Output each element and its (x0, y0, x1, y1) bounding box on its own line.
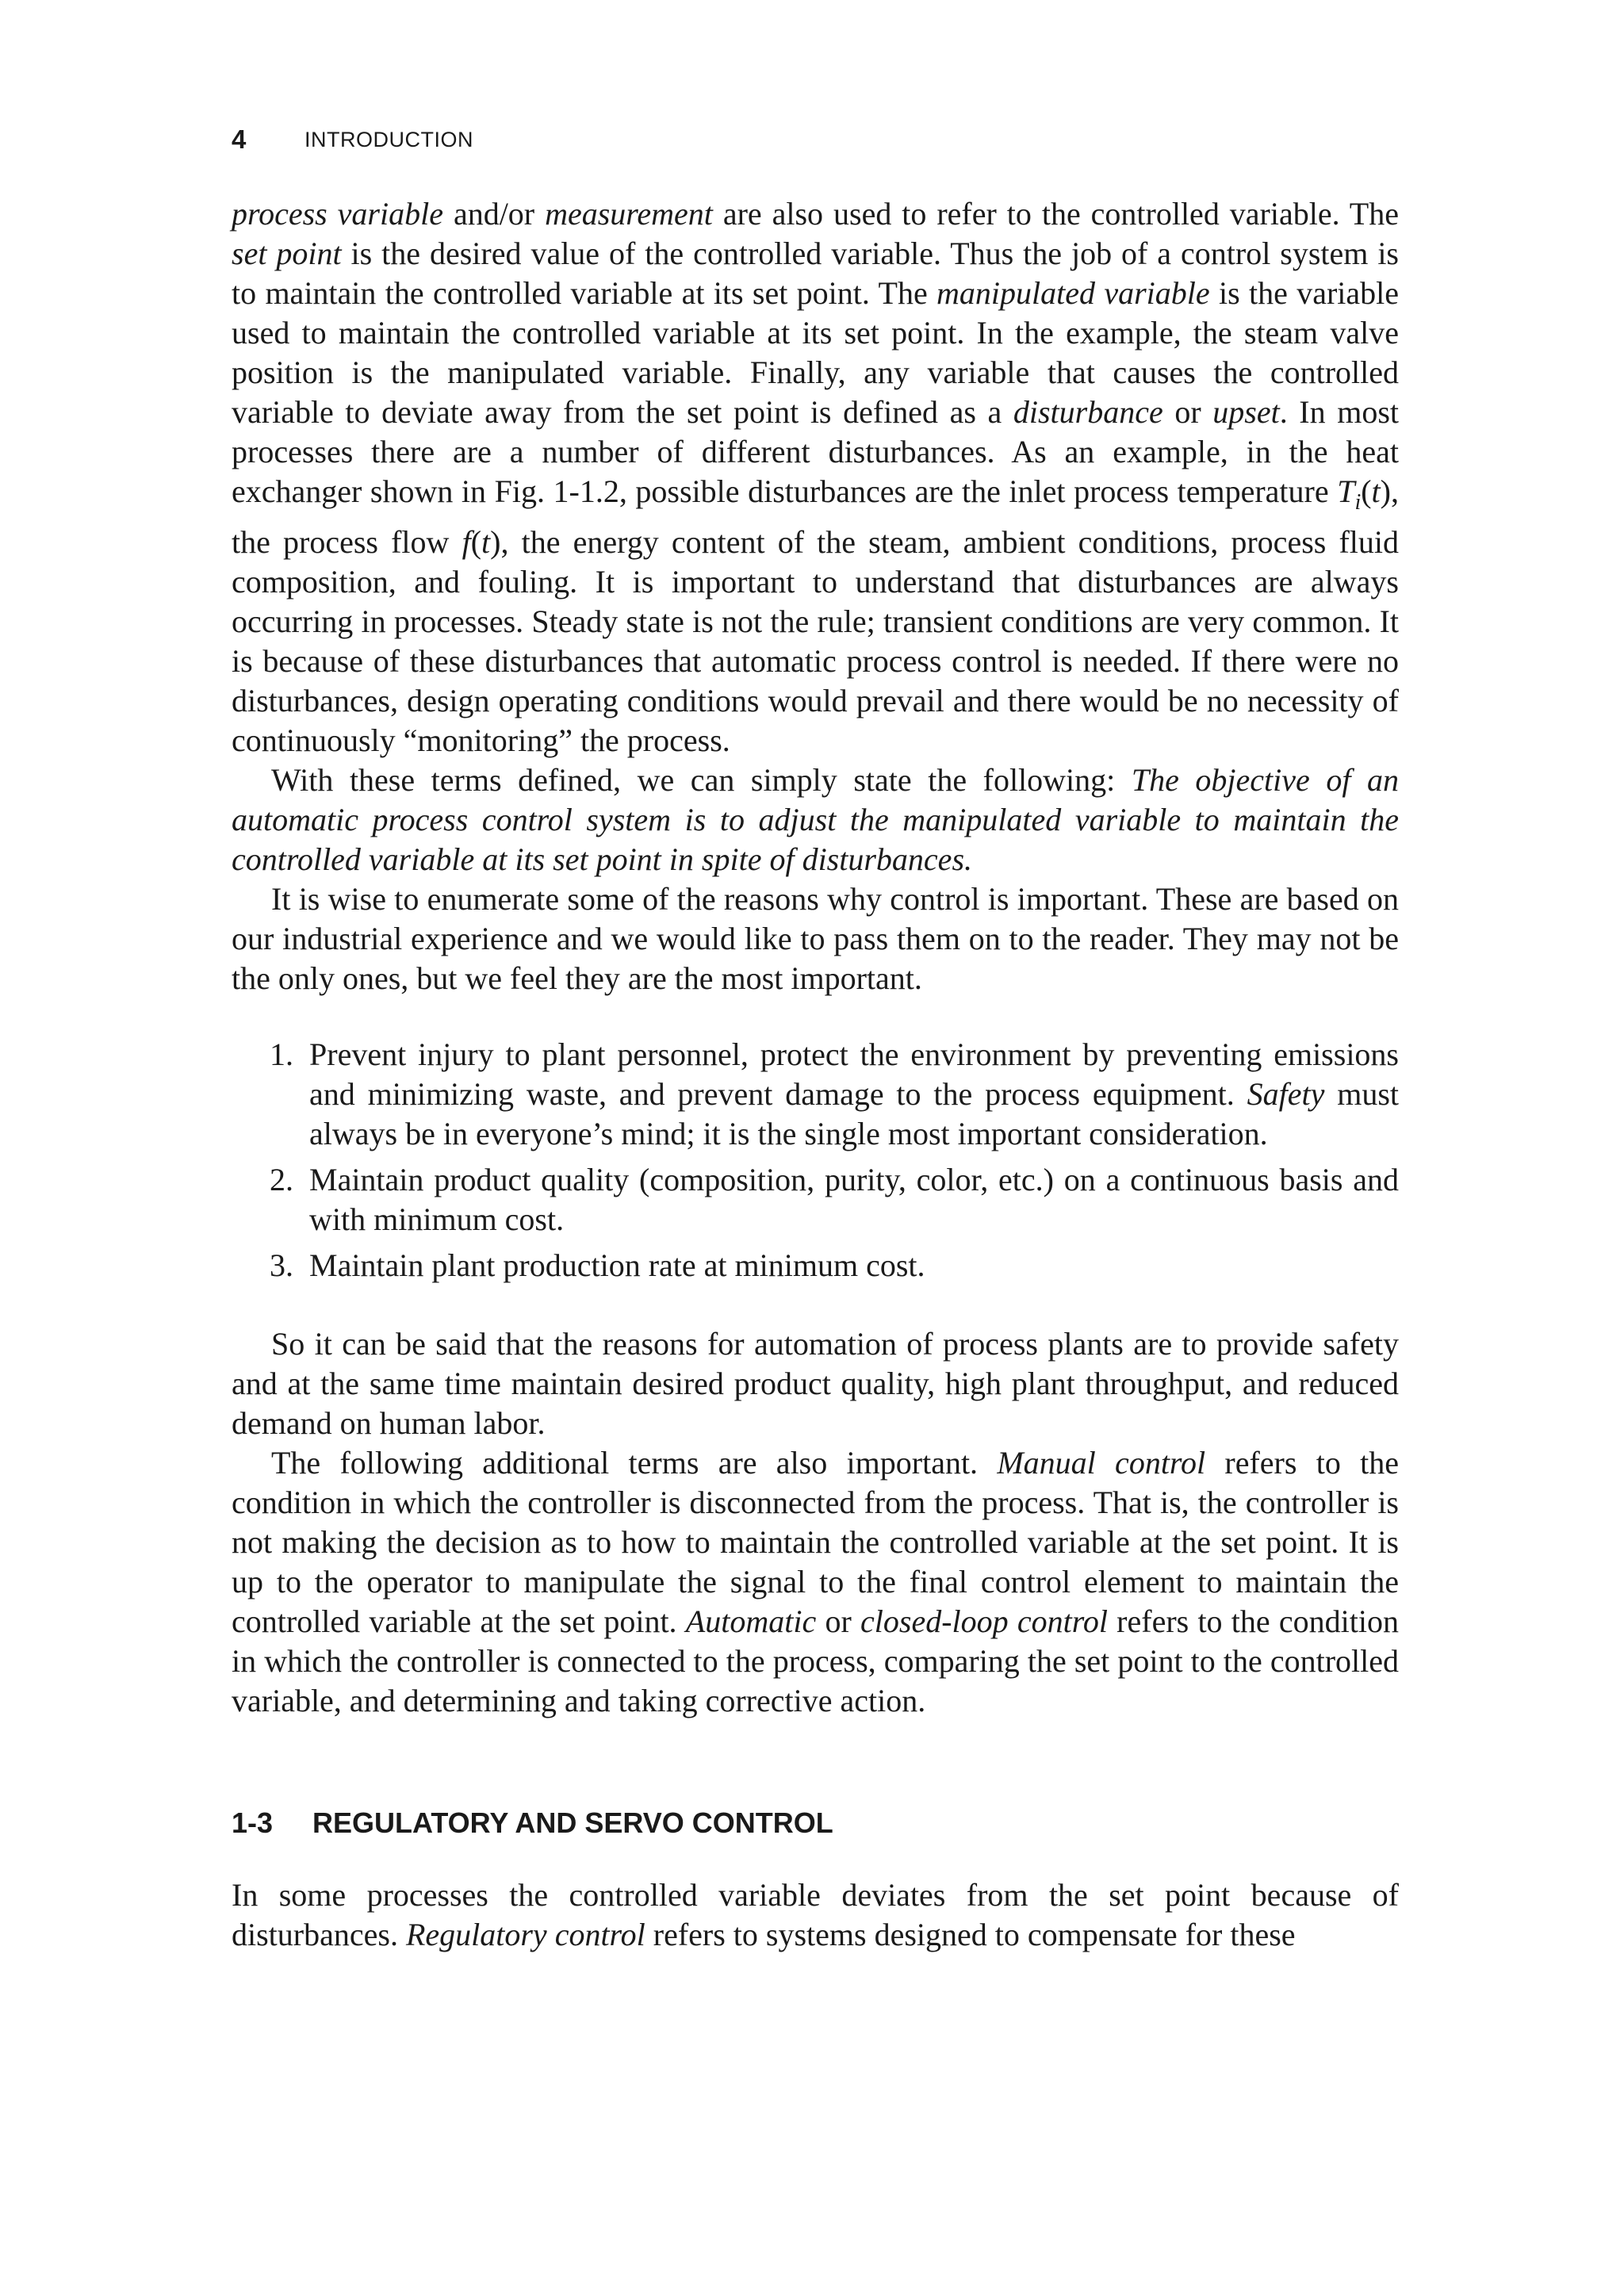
list-number: 3. (270, 1247, 293, 1283)
term-closed-loop-control: closed-loop control (860, 1603, 1108, 1639)
paragraph-manual-automatic (232, 1443, 1399, 1721)
reasons-list (232, 1035, 1399, 1285)
paragraph-automation-reasons (232, 1324, 1399, 1443)
term-process-variable: process variable (232, 196, 443, 232)
math-inlet-temperature: T (1337, 473, 1355, 509)
text-run: . In most processes there are a number of different disturbances. As an example, in the heat exchanger shown in Fig. 1-1.2, possible disturbances are the inlet process temperature (232, 394, 1399, 509)
list-item (232, 1035, 1399, 1154)
objective-statement: The objective of an automatic process control system is to adjust the manipulated variable to maintain the controlled variable at its set point in spite of disturbances. (232, 762, 1400, 877)
math-flow: f (462, 524, 471, 560)
paragraph-definitions (232, 194, 1399, 760)
list-number: 1. (270, 1036, 293, 1072)
section-number: 1-3 (232, 1806, 274, 1839)
text-run: must always be in everyone’s mind; it is the single most important consideration. (309, 1076, 1400, 1151)
text-run: is the variable used to maintain the controlled variable at its set point. In the example, the steam valve position is the manipulated variable. Finally, any variable that causes the controlled variable to deviate away from the set point is defined as a (232, 275, 1400, 430)
text-run: refers to systems designed to compensate for these (645, 1917, 1296, 1952)
text-run: Prevent injury to plant personnel, protect the environment by preventing emissions and minimizing waste, and prevent damage to the process equipment. (309, 1036, 1399, 1112)
section-heading (232, 1804, 1399, 1842)
text-run: So it can be said that the reasons for automation of process plants are to provide safety and at the same time maintain desired product quality, high plant throughput, and reduced demand on human labor. (232, 1326, 1399, 1441)
text-run: ), the energy content of the steam, ambient conditions, process fluid composition, and fouling. It is important to understand that disturbances are always occurring in processes. Steady state is not the rule; transient conditions are very common. It is because of these disturbances that automatic process control is needed. If there were no disturbances, design operating conditions would prevail and there would be no necessity of continuously “monitoring” the process. (232, 524, 1400, 758)
text-run: With these terms defined, we can simply state the following: (271, 762, 1132, 798)
math-subscript: i (1354, 490, 1362, 515)
text-run: and/or (442, 196, 546, 232)
text-run: The following additional terms are also important. (271, 1445, 998, 1481)
text-run: ), the process flow (232, 473, 1399, 560)
term-upset: upset (1212, 394, 1280, 430)
spacer (232, 998, 1399, 1035)
text-run: are also used to refer to the controlled variable. The (712, 196, 1399, 232)
term-safety: Safety (1247, 1076, 1325, 1112)
math-time: t (481, 524, 491, 560)
term-disturbance: disturbance (1013, 394, 1163, 430)
body-text (232, 194, 1399, 1955)
spacer (232, 1285, 1399, 1324)
text-run: or (816, 1603, 861, 1639)
list-item (232, 1160, 1399, 1239)
term-manual-control: Manual control (997, 1445, 1206, 1481)
term-set-point: set point (232, 236, 342, 271)
text-run: ( (1361, 473, 1372, 509)
text-run: is the desired value of the controlled variable. Thus the job of a control system is to maintain the controlled variable at its set point. The (232, 236, 1399, 311)
term-regulatory-control: Regulatory control (405, 1917, 645, 1952)
list-number: 2. (270, 1162, 293, 1197)
paragraph-reasons-intro (232, 879, 1399, 998)
running-head: INTRODUCTION (304, 128, 473, 151)
paragraph-regulatory (232, 1875, 1399, 1955)
text-run: refers to the condition in which the controller is connected to the process, comparing the set point to the controlled variable, and determining and taking corrective action. (232, 1603, 1399, 1718)
math-time: t (1371, 473, 1381, 509)
term-automatic: Automatic (685, 1603, 817, 1639)
text-run: or (1162, 394, 1213, 430)
term-measurement: measurement (545, 196, 713, 232)
text-run: It is wise to enumerate some of the reasons why control is important. These are based on our industrial experience and we would like to pass them on to the reader. They may not be the only ones, but we feel they are the most important. (232, 881, 1399, 996)
text-run: Maintain plant production rate at minimum cost. (309, 1247, 925, 1283)
term-manipulated-variable: manipulated variable (936, 275, 1210, 311)
paragraph-objective (232, 760, 1399, 879)
page-number: 4 (232, 125, 247, 154)
list-item (232, 1246, 1399, 1285)
text-run: refers to the condition in which the controller is disconnected from the process. That is, the controller is not making the decision as to how to maintain the controlled variable at the set point. It is up to the operator to manipulate the signal to the final control element to maintain the controlled variable at the set point. (232, 1445, 1399, 1639)
text-run: Maintain product quality (composition, purity, color, etc.) on a continuous basis and with minimum cost. (309, 1162, 1399, 1237)
text-run: In some processes the controlled variable deviates from the set point because of disturbances. (232, 1877, 1399, 1952)
section-title: REGULATORY AND SERVO CONTROL (312, 1806, 833, 1839)
text-run: ( (470, 524, 482, 560)
